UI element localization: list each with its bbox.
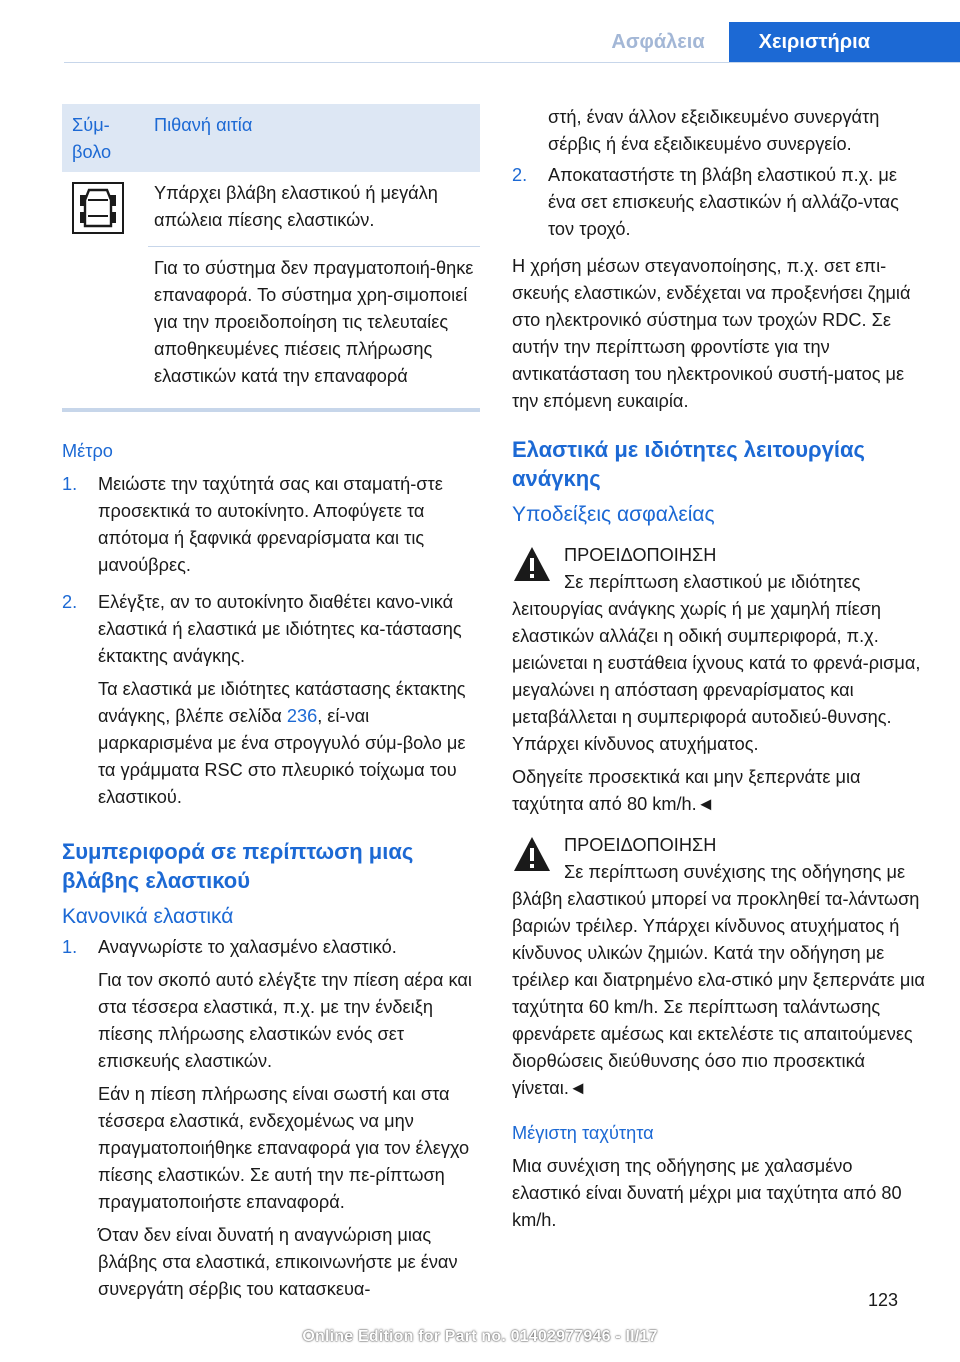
list-text: Μειώστε την ταχύτητά σας και σταματή-στε προσεκτικά το αυτοκίνητο. Αποφύγετε τα απότομα ή ξαφνικά φρεναρίσματα και τις μανούβρες. xyxy=(98,474,443,575)
list-number: 2. xyxy=(512,165,528,185)
list-text: Όταν δεν είναι δυνατή η αναγνώριση μιας βλάβης στα ελαστικά, επικοινωνήστε με έναν συνεργάτη σέρβις του κατασκευα- xyxy=(98,1225,458,1299)
warning-box xyxy=(512,542,926,818)
right-column xyxy=(512,104,926,1240)
list-item xyxy=(62,589,480,817)
warning-title: ΠΡΟΕΙΔΟΠΟΙΗΣΗ xyxy=(564,545,717,565)
warning-text: Σε περίπτωση ελαστικού με ιδιότητες λειτουργίας ανάγκης χωρίς ή με χαμηλή πίεση ελαστικών αλλάζει η οδική συμπεριφορά, π.χ. μειώνεται η ευστάθεια ίχνους κατά το φρενά-ρισμα, μεγαλώνει η απόσταση φρεναρίσματος και μεταβάλλεται η συμπεριφορά αυτοδιεύ-θυνσης. Υπάρχει κίνδυνος ατυχήματος. xyxy=(512,572,921,754)
list-number: 1. xyxy=(62,937,78,957)
list-item xyxy=(62,934,480,1309)
table-row xyxy=(62,172,480,247)
page-number: 123 xyxy=(867,1290,898,1310)
warning-triangle-icon xyxy=(512,834,552,874)
list-text: Για τον σκοπό αυτό ελέγξτε την πίεση αέρα και στα τέσσερα ελαστικά, π.χ. με την ένδειξη πίεσης πλήρωσης ελαστικών ενός σετ επισκευής ελαστικών. xyxy=(98,970,472,1071)
normal-tires-heading: Κανονικά ελαστικά xyxy=(62,905,234,928)
page-link[interactable]: 236 xyxy=(286,706,318,726)
max-speed-heading: Μέγιστη ταχύτητα xyxy=(512,1123,654,1143)
list-text-continued: στή, έναν άλλον εξειδικευμένο συνεργάτη σέρβις ή ένα εξειδικευμένο συνεργείο. xyxy=(548,107,880,154)
cause-text: Υπάρχει βλάβη ελαστικού ή μεγάλη απώλεια πίεσης ελαστικών. xyxy=(148,172,480,247)
warning-title: ΠΡΟΕΙΔΟΠΟΙΗΣΗ xyxy=(564,835,717,855)
warning-text: Οδηγείτε προσεκτικά και μην ξεπερνάτε μια ταχύτητα από 80 km/h.◄ xyxy=(512,767,861,814)
list-note: Τα ελαστικά με ιδιότητες κατάστασης έκτακτης ανάγκης, βλέπε σελίδα 236, εί-ναι μαρκαρισμένα με ένα στρογγυλό σύμ-βολο με τα γράμματα RSC στο πλευρικό τοίχωμα του ελαστικού. xyxy=(98,679,466,807)
paragraph: Μια συνέχιση της οδήγησης με χαλασμένο ελαστικό είναι δυνατή μέχρι μια ταχύτητα από 80 km/h. xyxy=(512,1156,902,1230)
safety-notes-heading: Υποδείξεις ασφαλείας xyxy=(512,503,715,526)
list-text: Εάν η πίεση πλήρωσης είναι σωστή και στα τέσσερα ελαστικά, ενδεχομένως να μην πραγματοποιήθηκε επαναφορά για τον έλεγχο πίεσης ελαστικών. Σε αυτή την πε-ρίπτωση πραγματοποιήστε επαναφορά. xyxy=(98,1084,470,1212)
breakdown-heading: Συμπεριφορά σε περίπτωση μιας βλάβης ελαστικού xyxy=(62,839,414,893)
tab-safety[interactable]: Ασφάλεια xyxy=(611,30,705,53)
list-number: 1. xyxy=(62,474,78,494)
cause-text: Για το σύστημα δεν πραγματοποιή-θηκε επαναφορά. Το σύστημα χρη-σιμοποιεί για την προειδοποίηση τις τελευταίες αποθηκευμένες πιέσεις πλήρωσης ελαστικών κατά την επαναφορά xyxy=(154,258,474,386)
list-text: Αποκαταστήστε τη βλάβη ελαστικού π.χ. με ένα σετ επισκευής ελαστικών ή αλλάζο-ντας τον τροχό. xyxy=(548,165,899,239)
list-item xyxy=(512,162,926,249)
warning-triangle-icon xyxy=(512,544,552,584)
table-bottom-rule xyxy=(62,408,480,412)
list-number: 2. xyxy=(62,592,78,612)
left-column xyxy=(62,104,480,1313)
table-row xyxy=(62,247,480,402)
header-divider xyxy=(64,62,960,63)
symbol-table xyxy=(62,104,480,412)
header-tabs xyxy=(587,22,960,62)
list-text: Αναγνωρίστε το χαλασμένο ελαστικό. xyxy=(98,937,397,957)
column-header-symbol: Σύμ- βολο xyxy=(72,115,112,162)
column-header-cause: Πιθανή αιτία xyxy=(154,115,253,135)
edition-footer: Online Edition for Part no. 01402977946 - II/17 xyxy=(302,1328,658,1345)
paragraph: Η χρήση μέσων στεγανοποίησης, π.χ. σετ επι-σκευής ελαστικών, ενδέχεται να προξενήσει ζημιά στο ηλεκτρονικό σύστημα των τροχών RDC. Σε αυτήν την περίπτωση φροντίστε για την αντικατάσταση του ηλεκτρονικού συστή-ματος με την επόμενη ευκαιρία. xyxy=(512,256,911,411)
warning-box xyxy=(512,832,926,1102)
list-text: Ελέγξτε, αν το αυτοκίνητο διαθέτει κανο-νικά ελαστικά ή ελαστικά με ιδιότητες κα-τάστασης έκτακτης ανάγκης. xyxy=(98,592,462,666)
table-header xyxy=(62,104,480,172)
measures-heading: Μέτρο xyxy=(62,441,113,461)
list-item xyxy=(62,471,480,585)
runflat-heading: Ελαστικά με ιδιότητες λειτουργίας ανάγκης xyxy=(512,437,865,491)
warning-text: Σε περίπτωση συνέχισης της οδήγησης με βλάβη ελαστικού μπορεί να προκληθεί τα-λάντωση βαριών τρέιλερ. Υπάρχει κίνδυνος ατυχήματος ή κίνδυνος υλικών ζημιών. Κατά την οδήγηση με τρέιλερ και διατρημένο ελα-στικό μην ξεπερνάτε μια ταχύτητα 60 km/h. Σε περίπτωση ταλάντωσης φρενάρετε αμέσως και εκτελέστε τις απαιτούμενες διορθώσεις διεύθυνσης όσο πιο προσεκτικά γίνεται.◄ xyxy=(512,862,925,1098)
tab-controls[interactable]: Χειριστήρια xyxy=(729,22,960,62)
tire-pressure-car-icon xyxy=(72,182,124,234)
